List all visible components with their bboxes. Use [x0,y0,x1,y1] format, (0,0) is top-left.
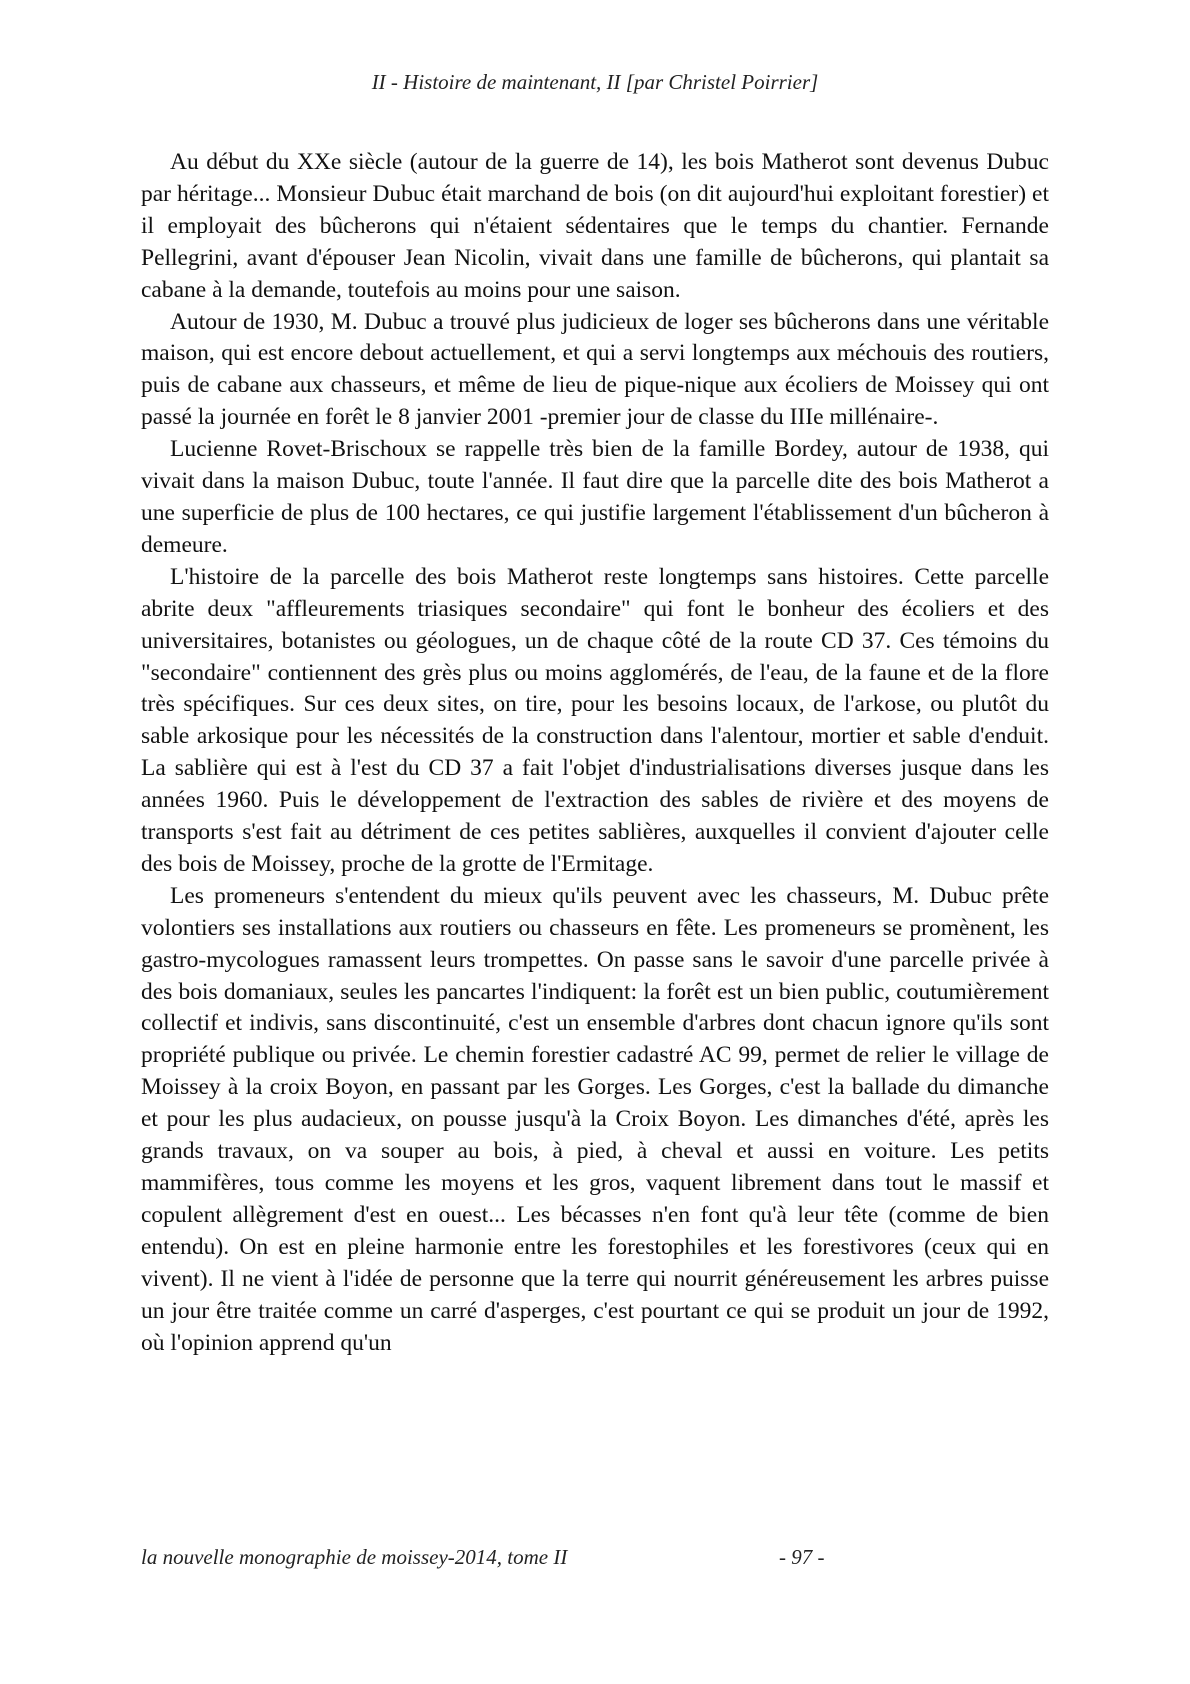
paragraph-1: Au début du XXe siècle (autour de la guerre de 14), les bois Matherot sont devenus Dubuc par héritage... Monsieur Dubuc était marchand de bois (on dit aujourd'hui exploitant forestier) et il employait des bûcherons qui n'étaient sédentaires que le temps du chantier. Fernande Pellegrini, avant d'épouser Jean Nicolin, vivait dans une famille de bûcherons, qui plantait sa cabane à la demande, toutefois au moins pour une saison. [141,149,1049,303]
body-text [141,147,1049,1359]
paragraph-4: L'histoire de la parcelle des bois Matherot reste longtemps sans histoires. Cette parcelle abrite deux "affleurements triasiques secondaire" qui font le bonheur des écoliers et des universitaires, botanistes ou géologues, un de chaque côté de la route CD 37. Ces témoins du "secondaire" contiennent des grès plus ou moins agglomérés, de l'eau, de la faune et de la flore très spécifiques. Sur ces deux sites, on tire, pour les besoins locaux, de l'arkose, ou plutôt du sable arkosique pour les nécessités de la construction dans l'alentour, mortier et sable d'enduit. La sablière qui est à l'est du CD 37 a fait l'objet d'industrialisations diverses jusque dans les années 1960. Puis le développement de l'extraction des sables de rivière et des moyens de transports s'est fait au détriment de ces petites sablières, auxquelles il convient d'ajouter celle des bois de Moissey, proche de la grotte de l'Ermitage. [141,563,1049,877]
paragraph-5: Les promeneurs s'entendent du mieux qu'ils peuvent avec les chasseurs, M. Dubuc prête volontiers ses installations aux routiers ou chasseurs en fête. Les promeneurs se promènent, les gastro-mycologues ramassent leurs trompettes. On passe sans le savoir d'une parcelle privée à des bois domaniaux, seules les pancartes l'indiquent: la forêt est un bien public, coutumièrement collectif et indivis, sans discontinuité, c'est un ensemble d'arbres dont chacun ignore qu'ils sont propriété publique ou privée. Le chemin forestier cadastré AC 99, permet de relier le village de Moissey à la croix Boyon, en passant par les Gorges. Les Gorges, c'est la ballade du dimanche et pour les plus audacieux, on pousse jusqu'à la Croix Boyon. Les dimanches d'été, après les grands travaux, on va souper au bois, à pied, à cheval et aussi en voiture. Les petits mammifères, tous comme les moyens et les gros, vaquent librement dans tout le massif et copulent allègrement d'est en ouest... Les bécasses n'en font qu'à leur tête (comme de bien entendu). On est en pleine harmonie entre les forestophiles et les forestivores (ceux qui en vivent). Il ne vient à l'idée de personne que la terre qui nourrit généreusement les arbres puisse un jour être traitée comme un carré d'asperges, c'est pourtant ce qui se produit un jour de 1992, où l'opinion apprend qu'un [141,882,1049,1356]
page-footer [141,1543,1049,1573]
page-number: - 97 - [779,1545,825,1569]
paragraph-2: Autour de 1930, M. Dubuc a trouvé plus judicieux de loger ses bûcherons dans une véritable maison, qui est encore debout actuellement, et qui a servi longtemps aux méchouis des routiers, puis de cabane aux chasseurs, et même de lieu de pique-nique aux écoliers de Moissey qui ont passé la journée en forêt le 8 janvier 2001 -premier jour de classe du IIIe millénaire-. [141,308,1049,431]
paragraph-3: Lucienne Rovet-Brischoux se rappelle très bien de la famille Bordey, autour de 1938, qui vivait dans la maison Dubuc, toute l'année. Il faut dire que la parcelle dite des bois Matherot a une superficie de plus de 100 hectares, ce qui justifie largement l'établissement d'un bûcheron à demeure. [141,436,1049,558]
running-header: II - Histoire de maintenant, II [par Christel Poirrier] [371,70,819,94]
footer-publication-title: la nouvelle monographie de moissey-2014, tome II [141,1545,568,1569]
